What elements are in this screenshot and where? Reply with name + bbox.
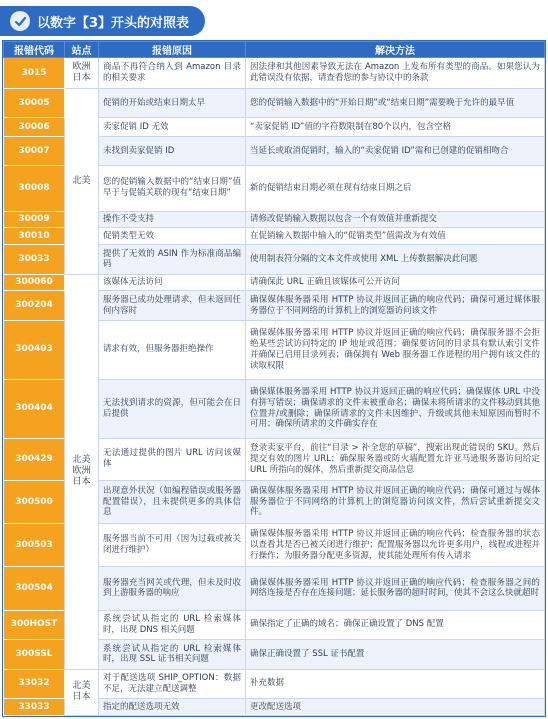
reason-cell: 无法通过提供的图片 URL 访问该媒体: [99, 438, 246, 480]
title-banner: [0, 6, 205, 36]
error-code-cell: 300503: [4, 524, 65, 567]
reason-cell: 系统尝试从指定的 URL 检索媒体时，出现 SSL 证书相关问题: [99, 640, 246, 670]
reason-cell: 出现意外状况（如编程错误或服务器配置错误），且未提供更多的具体信息: [99, 481, 246, 524]
error-code-cell: 30033: [4, 245, 65, 275]
error-code-cell: 300504: [4, 567, 65, 610]
reason-cell: 促销的开始或结束日期太早: [99, 89, 246, 118]
header-reason: 报错原因: [99, 42, 246, 58]
error-code-cell: 300404: [4, 379, 65, 438]
header-code: 报错代码: [4, 42, 65, 58]
solution-cell: 补充数据: [246, 669, 545, 699]
error-code-cell: 300060: [4, 274, 65, 291]
reason-cell: 请求有效，但服务器拒绝操作: [99, 320, 246, 379]
site-cell: 欧洲 日本: [65, 58, 99, 89]
reason-cell: 操作不受支持: [99, 211, 246, 228]
table-row: [4, 669, 545, 699]
solution-cell: 确保媒体服务器采用 HTTP 协议并返回正确的响应代码；确保服务器不会拒绝某些尝试访问特定的 IP 地址或范围；确保要访问的目录具有默认索引文件并确保已启用目录列表；确保拥有 Web 服务器工作进程的用户拥有该文件的读取权限: [246, 320, 545, 379]
reason-cell: 未找到卖家促销 ID: [99, 137, 246, 166]
solution-cell: 因法律和其他因素导致无法在 Amazon 上发布所有类型的商品。如果您认为此错误没有依据，请查看您的参与协议中的条款: [246, 58, 545, 89]
solution-cell: 登录卖家平台，前往“目录 > 补全您的草稿”，搜索出现此错误的 SKU。然后提交有效的图片 URL；确保服务器或防火墙配置允许亚马逊服务器访问给定 URL 所指向的媒体，然后重新提交商品信息: [246, 438, 545, 480]
error-code-cell: 3015: [4, 58, 65, 89]
reason-cell: 对于配送选项 SHIP_OPTION：数据不足，无法建立配送调整: [99, 669, 246, 699]
error-code-cell: 30008: [4, 165, 65, 211]
solution-cell: 当延长或取消促销时，输入的“卖家促销 ID”需和已创建的促销相吻合: [246, 137, 545, 166]
reason-cell: 服务器充当网关或代理，但未及时收到上游服务器的响应: [99, 567, 246, 610]
site-cell: 北美 日本: [65, 669, 99, 715]
error-code-cell: 300204: [4, 291, 65, 321]
solution-cell: 确保正确设置了 SSL 证书配置: [246, 640, 545, 670]
solution-cell: “卖家促销 ID”值的字符数限制在80个以内，包含空格: [246, 117, 545, 136]
error-code-cell: 30009: [4, 211, 65, 228]
solution-cell: 请确保此 URL 正确且该媒体可公开访问: [246, 274, 545, 291]
solution-cell: 请修改促销输入数据以包含一个有效值并重新提交: [246, 211, 545, 228]
error-code-cell: 300429: [4, 438, 65, 480]
reason-cell: 您的促销输入数据中的“结束日期”值早于与促销关联的现有“结束日期”: [99, 165, 246, 211]
table-row: [4, 89, 545, 118]
error-code-cell: 33033: [4, 699, 65, 716]
solution-cell: 确保媒体服务器采用 HTTP 协议并返回正确的响应代码；检查服务器之间的网络连接是否存在连接问题；延长服务器的超时时间，使其不会这么快就超时: [246, 567, 545, 610]
error-code-cell: 300500: [4, 481, 65, 524]
solution-cell: 使用制表符分隔的文本文件或使用 XML 上传数据解决此问题: [246, 245, 545, 275]
site-cell: 北美 欧洲 日本: [65, 274, 99, 669]
error-code-table: [2, 40, 546, 717]
solution-cell: 新的促销结束日期必须在现有结束日期之后: [246, 165, 545, 211]
reason-cell: 无法找到请求的资源，但可能会在日后提供: [99, 379, 246, 438]
error-code-cell: 33032: [4, 669, 65, 699]
checkmark-icon: [10, 11, 30, 31]
table-row: [4, 274, 545, 291]
site-cell: 北美: [65, 89, 99, 274]
solution-cell: 确保媒体服务器采用 HTTP 协议并返回正确的响应代码；确保可通过媒体服务器位于不同网络的计算机上的浏览器访问该文件: [246, 291, 545, 321]
solution-cell: 确保媒体服务器采用 HTTP 协议并返回正确的响应代码；确保媒体 URL 中没有拼写错误；确保请求的文件未被重命名；确保未将所请求的文件移动到其他位置并/或删除；确保所请求的文件未因维护、升级或其他未知原因而暂时不可用；确保所请求的文件确实存在: [246, 379, 545, 438]
error-code-cell: 30007: [4, 137, 65, 166]
table-header-row: [4, 42, 545, 58]
table-row: [4, 58, 545, 89]
solution-cell: 在促销输入数据中输入的“促销类型”值需改为有效值: [246, 228, 545, 245]
error-code-cell: 30010: [4, 228, 65, 245]
reason-cell: 促销类型无效: [99, 228, 246, 245]
reason-cell: 服务器已成功处理请求，但未返回任何内容时: [99, 291, 246, 321]
reason-cell: 服务器当前不可用（因为过载或被关闭进行维护）: [99, 524, 246, 567]
solution-cell: 确保指定了正确的域名；确保正确设置了 DNS 配置: [246, 610, 545, 640]
reason-cell: 该媒体无法访问: [99, 274, 246, 291]
page-title: 以数字【3】开头的对照表: [37, 15, 190, 31]
error-code-cell: 30005: [4, 89, 65, 118]
reason-cell: 指定的配送选项无效: [99, 699, 246, 716]
error-code-cell: 300SSL: [4, 640, 65, 670]
reason-cell: 提供了无效的 ASIN 作为标准商品编码: [99, 245, 246, 275]
header-solution: 解决方法: [246, 42, 545, 58]
reason-cell: 系统尝试从指定的 URL 检索媒体时，出现 DNS 相关问题: [99, 610, 246, 640]
error-code-cell: 300403: [4, 320, 65, 379]
error-code-cell: 30006: [4, 117, 65, 136]
solution-cell: 确保媒体服务器采用 HTTP 协议并返回正确的响应代码；检查服务器的状态以查看其是否已被关闭进行维护；配置服务器以允许更多用户，线程或进程并行操作；为服务器分配更多资源，使其能处理所有传入请求: [246, 524, 545, 567]
reason-cell: 商品不再符合纳入到 Amazon 目录的相关要求: [99, 58, 246, 89]
solution-cell: 更改配送选项: [246, 699, 545, 716]
reason-cell: 卖家促销 ID 无效: [99, 117, 246, 136]
header-site: 站点: [65, 42, 99, 58]
error-code-cell: 300HOST: [4, 610, 65, 640]
solution-cell: 确保媒体服务器采用 HTTP 协议并返回正确的响应代码；确保可通过与媒体服务器位于不同网络的计算机上的浏览器访问该文件，然后尝试重新提交文件。: [246, 481, 545, 524]
solution-cell: 您的促销输入数据中的“开始日期”或“结束日期”需要晚于允许的最早值: [246, 89, 545, 118]
